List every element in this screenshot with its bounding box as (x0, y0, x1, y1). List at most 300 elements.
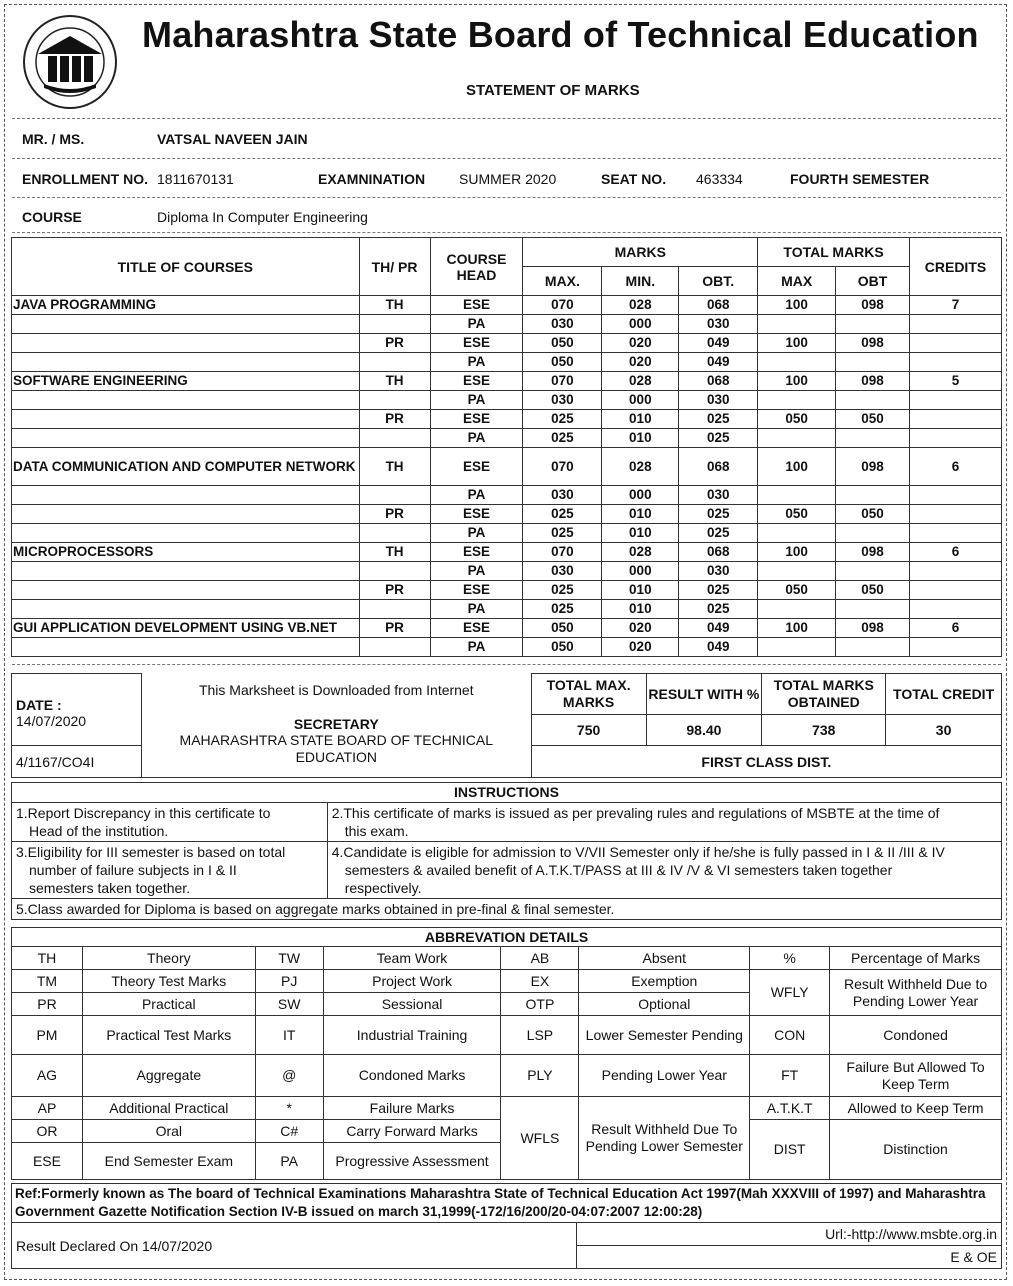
date-cell (12, 674, 142, 746)
cell-tobt: 098 (836, 619, 910, 638)
col-title-header: TITLE OF COURSES (12, 238, 360, 296)
cell-tobt: 098 (836, 543, 910, 562)
exam-label: EXAMNINATION (318, 171, 426, 187)
cell-credits (909, 486, 1001, 505)
cell-head: ESE (430, 543, 523, 562)
marks-row (12, 334, 1002, 353)
exam-session: SUMMER 2020 (459, 171, 557, 187)
cell-tmax (758, 638, 836, 657)
instruction-4-line: respectively. (344, 880, 422, 896)
cell-max: 050 (523, 353, 602, 372)
abbr-code: TH (12, 947, 83, 970)
cell-max: 030 (523, 315, 602, 334)
cell-tobt: 050 (836, 410, 910, 429)
abbr-code: SW (255, 993, 323, 1016)
cell-min: 020 (602, 334, 679, 353)
marks-table (11, 237, 1002, 657)
marks-row (12, 581, 1002, 600)
cell-title: MICROPROCESSORS (12, 543, 360, 562)
marks-row (12, 448, 1002, 486)
cell-title: SOFTWARE ENGINEERING (12, 372, 360, 391)
abbr-code: * (255, 1097, 323, 1120)
abbr-code: PR (12, 993, 83, 1016)
instruction-2-line: this exam. (344, 823, 409, 839)
cell-max: 050 (523, 638, 602, 657)
abbr-code: ESE (12, 1143, 83, 1180)
abbr-code: OR (12, 1120, 83, 1143)
cell-thpr (359, 391, 430, 410)
cell-min: 000 (602, 486, 679, 505)
divider (12, 197, 1001, 198)
abbr-desc: Additional Practical (82, 1097, 255, 1120)
marks-row (12, 543, 1002, 562)
date-label: DATE : (16, 696, 62, 713)
cell-max: 070 (523, 372, 602, 391)
abbr-code: PA (255, 1143, 323, 1180)
cell-thpr: PR (359, 505, 430, 524)
cell-obt: 025 (679, 505, 758, 524)
abbr-desc: Oral (82, 1120, 255, 1143)
abbr-code: PLY (501, 1055, 579, 1097)
cell-obt: 025 (679, 429, 758, 448)
cell-max: 025 (523, 600, 602, 619)
cell-head: PA (430, 315, 523, 334)
cell-obt: 025 (679, 524, 758, 543)
cell-obt: 030 (679, 562, 758, 581)
cell-min: 020 (602, 353, 679, 372)
abbr-desc: Exemption (579, 970, 750, 993)
instruction-3-line: 3.Eligibility for III semester is based on total (16, 844, 286, 860)
instructions-table (11, 782, 1002, 920)
name-label: MR. / MS. (22, 131, 85, 147)
marks-row (12, 638, 1002, 657)
cell-thpr (359, 353, 430, 372)
abbr-code: WFLY (750, 970, 830, 1016)
cell-thpr: PR (359, 410, 430, 429)
cell-head: ESE (430, 619, 523, 638)
abbr-code: PJ (255, 970, 323, 993)
marks-row (12, 391, 1002, 410)
marks-row (12, 505, 1002, 524)
cell-thpr (359, 638, 430, 657)
seat-number: 463334 (696, 171, 743, 187)
marks-row (12, 524, 1002, 543)
secretary-cell (141, 674, 531, 778)
cell-thpr: PR (359, 581, 430, 600)
cell-head: PA (430, 562, 523, 581)
abbr-code: AP (12, 1097, 83, 1120)
marks-row (12, 486, 1002, 505)
cell-thpr (359, 600, 430, 619)
cell-min: 000 (602, 391, 679, 410)
marks-row (12, 372, 1002, 391)
cell-head: ESE (430, 410, 523, 429)
marks-row (12, 296, 1002, 315)
cell-max: 025 (523, 581, 602, 600)
cell-head: ESE (430, 334, 523, 353)
abbr-code: CON (750, 1016, 830, 1055)
cell-tobt: 050 (836, 581, 910, 600)
cell-thpr (359, 562, 430, 581)
abbr-desc: Result Withheld Due to Pending Lower Year (830, 970, 1002, 1016)
cell-tobt (836, 638, 910, 657)
cell-tmax: 050 (758, 410, 836, 429)
cell-obt: 049 (679, 638, 758, 657)
cell-head: PA (430, 486, 523, 505)
marks-row (12, 429, 1002, 448)
cell-credits (909, 334, 1001, 353)
cell-tmax (758, 562, 836, 581)
cell-head: PA (430, 391, 523, 410)
cell-min: 020 (602, 638, 679, 657)
cell-thpr: TH (359, 448, 430, 486)
abbr-desc: Result Withheld Due To Pending Lower Semester (579, 1097, 750, 1180)
footer-code: E & OE (577, 1246, 1002, 1269)
abbr-code: C# (255, 1120, 323, 1143)
cell-credits (909, 410, 1001, 429)
cell-title (12, 562, 360, 581)
divider (12, 118, 1001, 119)
cell-obt: 030 (679, 315, 758, 334)
cell-tmax: 050 (758, 581, 836, 600)
total-credit-value: 30 (886, 715, 1002, 746)
cell-tobt: 098 (836, 334, 910, 353)
secretary-org: MAHARASHTRA STATE BOARD OF TECHNICAL EDUCATION (179, 731, 494, 765)
result-value: 98.40 (646, 715, 762, 746)
cell-obt: 049 (679, 334, 758, 353)
cell-credits (909, 429, 1001, 448)
instruction-3 (12, 842, 328, 899)
abbr-desc: Optional (579, 993, 750, 1016)
cell-min: 010 (602, 600, 679, 619)
cell-tobt (836, 524, 910, 543)
marks-row (12, 315, 1002, 334)
cell-thpr: TH (359, 372, 430, 391)
cell-tmax: 100 (758, 334, 836, 353)
total-max-label: TOTAL MAX. MARKS (531, 674, 646, 715)
cell-obt: 025 (679, 581, 758, 600)
abbreviation-table (11, 927, 1002, 1180)
cell-thpr (359, 524, 430, 543)
cell-max: 025 (523, 524, 602, 543)
instruction-4 (327, 842, 1001, 899)
cell-head: PA (430, 353, 523, 372)
cell-tmax (758, 429, 836, 448)
cell-tobt (836, 429, 910, 448)
secretary-title: SECRETARY (293, 715, 379, 732)
abbr-desc: Team Work (323, 947, 501, 970)
statement-title: STATEMENT OF MARKS (466, 82, 640, 99)
cell-max: 030 (523, 562, 602, 581)
instruction-3-line: number of failure subjects in I & II (29, 862, 237, 878)
cell-credits (909, 581, 1001, 600)
cell-obt: 068 (679, 296, 758, 315)
cell-title (12, 600, 360, 619)
footer-table (11, 1183, 1002, 1269)
instruction-5: 5.Class awarded for Diploma is based on aggregate marks obtained in pre-final & final semester. (12, 899, 1002, 920)
cell-min: 028 (602, 372, 679, 391)
cell-tobt (836, 315, 910, 334)
cell-tmax (758, 315, 836, 334)
abbr-code: AB (501, 947, 579, 970)
instruction-4-line: semesters & availed benefit of A.T.K.T/PASS at III & IV /V & VI semesters taken together (344, 862, 893, 878)
divider (12, 232, 1001, 233)
cell-title (12, 429, 360, 448)
course-name: Diploma In Computer Engineering (157, 209, 368, 225)
cell-obt: 068 (679, 543, 758, 562)
divider (12, 158, 1001, 159)
col-credits-header: CREDITS (909, 238, 1001, 296)
abbr-desc: Industrial Training (323, 1016, 501, 1055)
cell-tobt: 098 (836, 296, 910, 315)
cell-tobt (836, 391, 910, 410)
cell-obt: 068 (679, 372, 758, 391)
cell-min: 010 (602, 524, 679, 543)
cell-max: 025 (523, 429, 602, 448)
cell-head: PA (430, 524, 523, 543)
cell-tobt: 050 (836, 505, 910, 524)
enrollment-label: ENROLLMENT NO. (22, 171, 148, 187)
abbr-code: IT (255, 1016, 323, 1055)
cell-credits: 5 (909, 372, 1001, 391)
cell-tobt (836, 353, 910, 372)
cell-max: 030 (523, 391, 602, 410)
cell-credits (909, 353, 1001, 372)
abbr-code: TM (12, 970, 83, 993)
result-declared: Result Declared On 14/07/2020 (12, 1223, 577, 1269)
marksheet-code: 4/1167/CO4I (12, 746, 142, 778)
abbr-desc: Theory (82, 947, 255, 970)
abbr-code: DIST (750, 1120, 830, 1180)
date-value: 14/07/2020 (16, 712, 87, 729)
col-head-header: COURSE HEAD (430, 238, 523, 296)
cell-tmax: 100 (758, 372, 836, 391)
marks-row (12, 619, 1002, 638)
col-marks-header: MARKS (523, 238, 758, 267)
abbr-desc: Percentage of Marks (830, 947, 1002, 970)
cell-title (12, 524, 360, 543)
cell-head: ESE (430, 505, 523, 524)
cell-credits (909, 600, 1001, 619)
cell-max: 070 (523, 448, 602, 486)
cell-thpr: TH (359, 296, 430, 315)
cell-tmax: 050 (758, 505, 836, 524)
cell-head: PA (430, 600, 523, 619)
cell-min: 000 (602, 315, 679, 334)
abbr-code: A.T.K.T (750, 1097, 830, 1120)
cell-min: 028 (602, 448, 679, 486)
cell-min: 010 (602, 429, 679, 448)
cell-max: 025 (523, 410, 602, 429)
cell-max: 030 (523, 486, 602, 505)
abbr-desc: Progressive Assessment (323, 1143, 501, 1180)
col-total-header: TOTAL MARKS (758, 238, 910, 267)
cell-head: PA (430, 638, 523, 657)
cell-min: 010 (602, 581, 679, 600)
cell-tmax: 100 (758, 619, 836, 638)
cell-thpr: PR (359, 334, 430, 353)
abbr-code: % (750, 947, 830, 970)
instruction-1 (12, 803, 328, 842)
summary-table (11, 673, 1002, 778)
cell-credits: 6 (909, 448, 1001, 486)
instruction-3-line: semesters taken together. (29, 880, 191, 896)
cell-tobt: 098 (836, 372, 910, 391)
instruction-1-line: Head of the institution. (29, 823, 169, 839)
col-min-header: MIN. (602, 267, 679, 296)
cell-title (12, 315, 360, 334)
abbr-desc: Absent (579, 947, 750, 970)
cell-head: ESE (430, 296, 523, 315)
abbr-desc: Carry Forward Marks (323, 1120, 501, 1143)
instruction-2-line: 2.This certificate of marks is issued as per prevaling rules and regulations of MSBTE at the time of (331, 805, 940, 821)
cell-obt: 030 (679, 486, 758, 505)
abbr-desc: Theory Test Marks (82, 970, 255, 993)
abbr-desc: Project Work (323, 970, 501, 993)
marks-row (12, 353, 1002, 372)
course-label: COURSE (22, 209, 82, 225)
cell-head: ESE (430, 448, 523, 486)
cell-obt: 068 (679, 448, 758, 486)
cell-tobt (836, 562, 910, 581)
class-awarded: FIRST CLASS DIST. (531, 746, 1001, 778)
cell-credits: 7 (909, 296, 1001, 315)
reference-note: Ref:Formerly known as The board of Technical Examinations Maharashtra State of Technical Education Act 1997(Mah XXXVIII of 1997) and Maharashtra Government Gazette Notification Section IV-B issued on march 31,1999(-172/16/200/20-04:07:2007 12:00:28) (12, 1184, 1002, 1223)
cell-head: ESE (430, 372, 523, 391)
cell-credits (909, 562, 1001, 581)
cell-tmax (758, 391, 836, 410)
abbr-code: TW (255, 947, 323, 970)
cell-tmax (758, 600, 836, 619)
cell-tmax: 100 (758, 296, 836, 315)
cell-tmax: 100 (758, 543, 836, 562)
cell-thpr (359, 429, 430, 448)
msbte-logo-icon (22, 14, 118, 110)
cell-max: 070 (523, 543, 602, 562)
cell-tmax (758, 486, 836, 505)
cell-credits (909, 391, 1001, 410)
cell-tobt: 098 (836, 448, 910, 486)
cell-title: GUI APPLICATION DEVELOPMENT USING VB.NET (12, 619, 360, 638)
col-tmax-header: MAX (758, 267, 836, 296)
cell-tmax: 100 (758, 448, 836, 486)
cell-head: ESE (430, 581, 523, 600)
cell-min: 010 (602, 505, 679, 524)
marks-row (12, 600, 1002, 619)
cell-head: PA (430, 429, 523, 448)
cell-obt: 049 (679, 619, 758, 638)
cell-max: 025 (523, 505, 602, 524)
abbr-desc: Sessional (323, 993, 501, 1016)
abbr-code: LSP (501, 1016, 579, 1055)
marks-row (12, 562, 1002, 581)
cell-max: 050 (523, 334, 602, 353)
cell-title (12, 638, 360, 657)
cell-title (12, 353, 360, 372)
cell-title (12, 334, 360, 353)
cell-thpr: PR (359, 619, 430, 638)
cell-credits: 6 (909, 619, 1001, 638)
abbr-desc: Failure But Allowed To Keep Term (830, 1055, 1002, 1097)
cell-credits (909, 315, 1001, 334)
instruction-2 (327, 803, 1001, 842)
enrollment-number: 1811670131 (157, 171, 234, 187)
col-obt-header: OBT. (679, 267, 758, 296)
cell-tmax (758, 353, 836, 372)
total-obtained-label: TOTAL MARKS OBTAINED (762, 674, 886, 715)
abbr-desc: Condoned (830, 1016, 1002, 1055)
cell-title (12, 581, 360, 600)
cell-credits (909, 505, 1001, 524)
cell-min: 010 (602, 410, 679, 429)
abbr-desc: Distinction (830, 1120, 1002, 1180)
abbr-desc: Pending Lower Year (579, 1055, 750, 1097)
cell-thpr (359, 486, 430, 505)
abbr-desc: Failure Marks (323, 1097, 501, 1120)
cell-tmax (758, 524, 836, 543)
abbr-desc: Allowed to Keep Term (830, 1097, 1002, 1120)
seat-label: SEAT NO. (601, 171, 667, 187)
cell-title (12, 486, 360, 505)
cell-max: 050 (523, 619, 602, 638)
abbr-desc: End Semester Exam (82, 1143, 255, 1180)
cell-obt: 030 (679, 391, 758, 410)
cell-min: 028 (602, 543, 679, 562)
cell-title: DATA COMMUNICATION AND COMPUTER NETWORK (12, 448, 360, 486)
abbr-desc: Lower Semester Pending (579, 1016, 750, 1055)
cell-obt: 049 (679, 353, 758, 372)
abbr-code: AG (12, 1055, 83, 1097)
abbr-code: OTP (501, 993, 579, 1016)
cell-title: JAVA PROGRAMMING (12, 296, 360, 315)
cell-max: 070 (523, 296, 602, 315)
abbr-code: WFLS (501, 1097, 579, 1180)
col-thpr-header: TH/ PR (359, 238, 430, 296)
marks-table-body (12, 296, 1002, 657)
cell-credits (909, 524, 1001, 543)
abbr-code: FT (750, 1055, 830, 1097)
cell-min: 000 (602, 562, 679, 581)
abbr-code: PM (12, 1016, 83, 1055)
cell-min: 028 (602, 296, 679, 315)
cell-credits (909, 638, 1001, 657)
cell-title (12, 505, 360, 524)
total-max-value: 750 (531, 715, 646, 746)
abbr-code: @ (255, 1055, 323, 1097)
website-url: Url:-http://www.msbte.org.in (577, 1223, 1002, 1246)
abbr-desc: Practical (82, 993, 255, 1016)
download-note: This Marksheet is Downloaded from Internet (198, 681, 474, 698)
cell-obt: 025 (679, 600, 758, 619)
divider (12, 664, 1001, 665)
cell-tobt (836, 600, 910, 619)
cell-title (12, 410, 360, 429)
cell-thpr: TH (359, 543, 430, 562)
instruction-4-line: 4.Candidate is eligible for admission to V/VII Semester only if he/she is fully passed in I & II /III & IV (331, 844, 945, 860)
col-max-header: MAX. (523, 267, 602, 296)
cell-thpr (359, 315, 430, 334)
abbr-desc: Practical Test Marks (82, 1016, 255, 1055)
total-obtained-value: 738 (762, 715, 886, 746)
cell-tobt (836, 486, 910, 505)
cell-title (12, 391, 360, 410)
instruction-1-line: 1.Report Discrepancy in this certificate to (16, 805, 271, 821)
total-credit-label: TOTAL CREDIT (886, 674, 1002, 715)
abbr-desc: Condoned Marks (323, 1055, 501, 1097)
result-label: RESULT WITH % (646, 674, 762, 715)
student-name: VATSAL NAVEEN JAIN (157, 131, 308, 147)
cell-obt: 025 (679, 410, 758, 429)
